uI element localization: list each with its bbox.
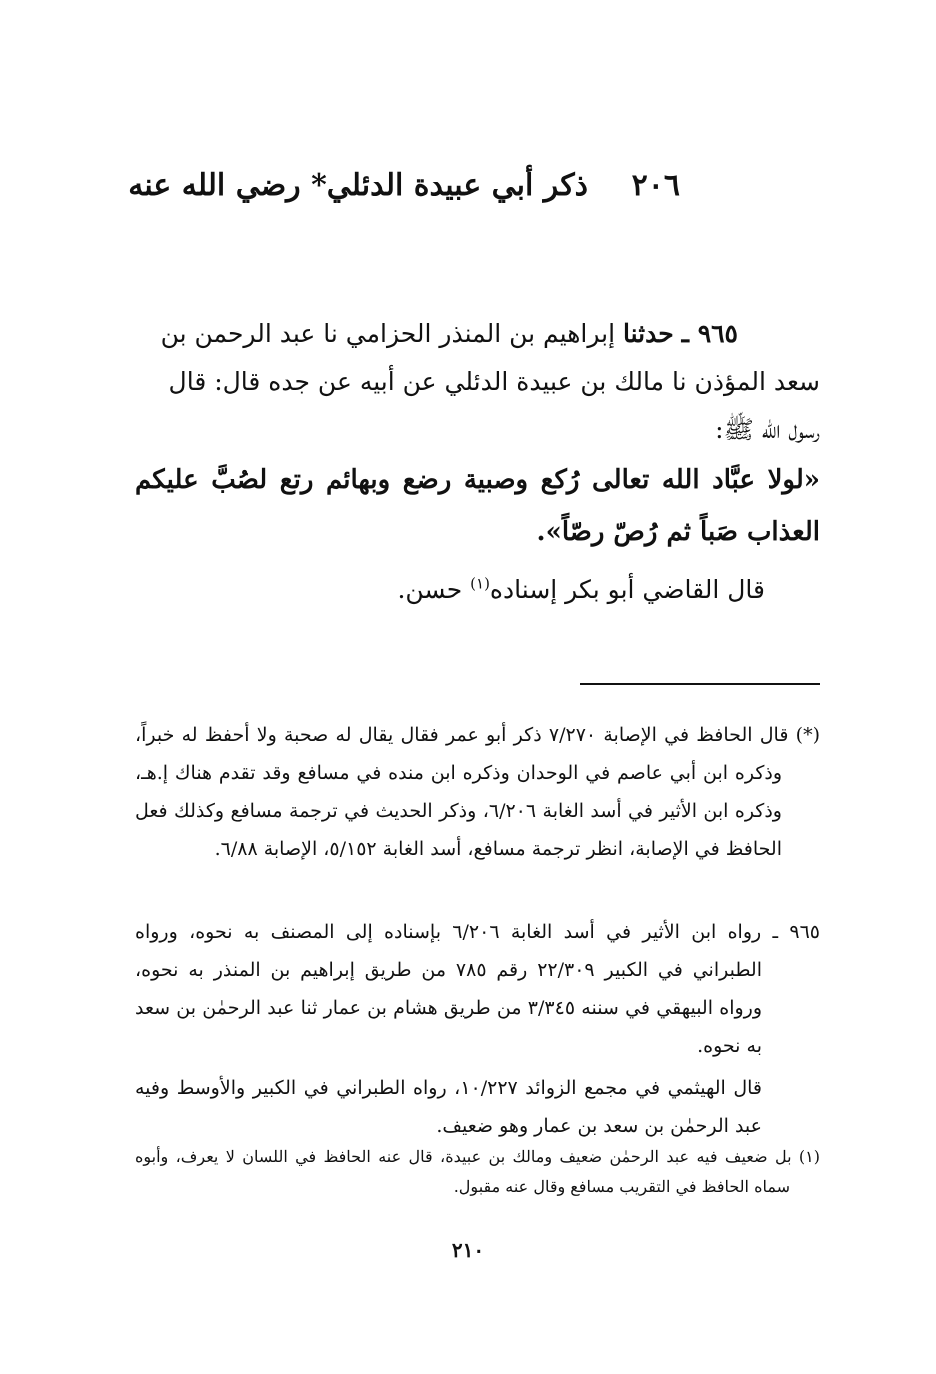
- footnote-divider: [580, 683, 820, 685]
- hadith-chain-text: إبراهيم بن المنذر الحزامي نا عبد الرحمن بن: [160, 319, 616, 348]
- footnote-reference: (١): [470, 574, 490, 593]
- hadith-chain-line-1: [135, 310, 820, 358]
- chapter-heading: [128, 160, 680, 220]
- hadith-number: ٩٦٥ ـ: [681, 319, 738, 348]
- footnote-1-marker: (١): [798, 1147, 820, 1166]
- hadith-block: [135, 310, 820, 614]
- footnote-965-haythami: قال الهيثمي في مجمع الزوائد ١٠/٢٢٧، رواه الطبراني في الكبير والأوسط وفيه عبد الرحمٰن بن سعد بن عمار وهو ضعيف.: [135, 1077, 762, 1137]
- footnote-965-text: رواه ابن الأثير في أسد الغابة ٦/٢٠٦ بإسناده إلى المصنف به نحوه، ورواه الطبراني في الكبير ٢٢/٣٠٩ رقم ٧٨٥ من طريق إبراهيم بن المنذر به نحوه، ورواه البيهقي في سننه ٣/٣٤٥ من طريق هشام بن عمار ثنا عبد الرحمٰن بن سعد به نحوه.: [135, 921, 762, 1057]
- grading-verdict: حسن.: [397, 575, 463, 604]
- chapter-title: ذكر أبي عبيدة الدئلي* رضي الله عنه: [128, 168, 588, 203]
- footnote-star: [135, 716, 820, 868]
- footnote-965: [135, 913, 820, 1145]
- hadith-chain-opening: حدثنا: [623, 319, 674, 348]
- chapter-number: ٢٠٦: [631, 168, 680, 203]
- hadith-matn: «لولا عبَّاد الله تعالى رُكع وصبية رضع وبهائم رتع لصُبَّ عليكم العذاب صَباً ثم رُصّ رصّاً».: [135, 465, 821, 547]
- footnote-1-text: بل ضعيف فيه عبد الرحمٰن ضعيف ومالك بن عبيدة، قال عنه الحافظ في اللسان لا يعرف، وأبوه سماه الحافظ في التقريب مسافع وقال عنه مقبول.: [135, 1147, 792, 1196]
- hadith-chain-line-3: رسول الله ﷺ:: [715, 415, 820, 444]
- footnote-star-text: قال الحافظ في الإصابة ٧/٢٧٠ ذكر أبو عمر فقال يقال له صحبة ولا أحفظ له خبراً، وذكره ابن أبي عاصم في الوحدان وذكره ابن منده في مسافع وقد تقدم هناك إ.هـ، وذكره ابن الأثير في أسد الغابة ٦/٢٠٦، وذكر الحديث في ترجمة مسافع وكذلك فعل الحافظ في الإصابة، انظر ترجمة مسافع، أسد الغابة ٥/١٥٢، الإصابة ٦/٨٨.: [135, 724, 789, 860]
- hadith-grading: [135, 566, 820, 614]
- hadith-chain-line-2: سعد المؤذن نا مالك بن عبيدة الدئلي عن أبيه عن جده قال: قال: [168, 367, 820, 396]
- footnote-965-number: ٩٦٥ ـ: [772, 921, 820, 943]
- footnote-1: [135, 1142, 820, 1202]
- grading-text: قال القاضي أبو بكر إسناده: [489, 575, 765, 604]
- page-number: ٢١٠: [451, 1238, 485, 1262]
- footnote-star-marker: (*): [795, 724, 820, 746]
